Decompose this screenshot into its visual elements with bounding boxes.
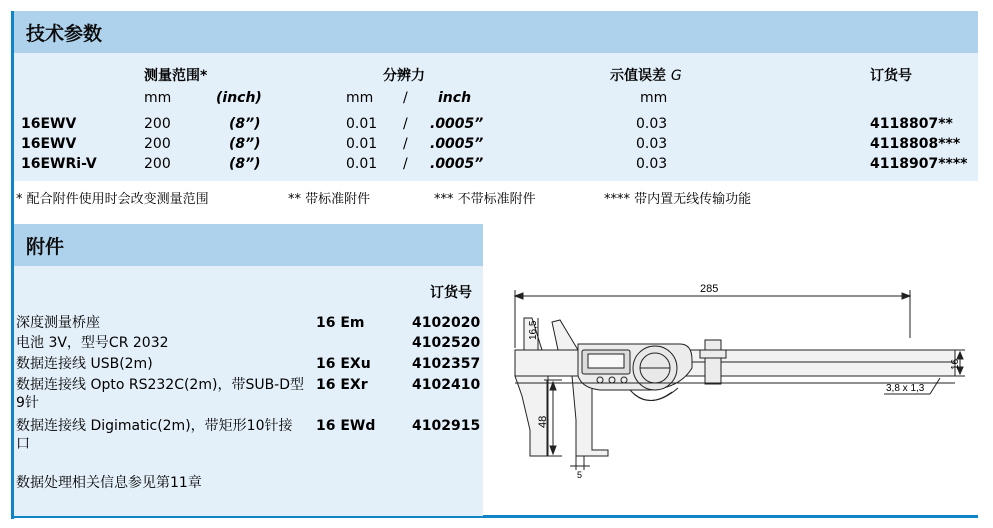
acc-item-name: 深度测量桥座	[16, 315, 100, 331]
row-res-mm: 0.01	[346, 136, 378, 152]
spec-title: 技术参数	[26, 23, 103, 45]
row-order: 4118907****	[870, 156, 968, 172]
acc-footer-note: 数据处理相关信息参见第11章	[16, 475, 202, 491]
dim-depth-label: 48	[537, 415, 549, 428]
acc-item-name: 电池 3V，型号CR 2032	[16, 335, 169, 351]
dim-section-label: 3,8 x 1,3	[886, 383, 925, 394]
col-error-g: G	[670, 68, 682, 84]
row-range: 200	[144, 136, 171, 152]
footnote: * 配合附件使用时会改变测量范围	[16, 192, 209, 207]
row-range: 200	[144, 156, 171, 172]
col-range-header: 测量范围*	[144, 68, 208, 84]
row-model: 16EWV	[21, 116, 77, 132]
col-error-label: 示值误差	[610, 68, 666, 84]
acc-item-order: 4102020	[412, 315, 481, 331]
col-res-mm: mm	[346, 90, 374, 106]
acc-item-order: 4102520	[412, 335, 481, 351]
row-range: 200	[144, 116, 171, 132]
row-res-inch: .0005”	[430, 156, 484, 172]
acc-item-code: 16 EXu	[316, 356, 371, 372]
acc-order-header: 订货号	[430, 285, 472, 301]
row-range-inch: (8”)	[229, 136, 261, 152]
col-range-inch: (inch)	[216, 90, 262, 106]
dim-thickness-label: 16	[950, 358, 961, 370]
acc-item-name: 数据连接线 Opto RS232C(2m)，带SUB-D型9针	[16, 377, 305, 411]
row-error: 0.03	[636, 136, 668, 152]
caliper-drawing	[500, 270, 975, 480]
row-model: 16EWRi-V	[21, 156, 97, 172]
dim-tip-label: 5	[577, 470, 583, 480]
col-error-mm: mm	[640, 90, 668, 106]
acc-item-order: 4102410	[412, 377, 481, 393]
footnote: **** 带内置无线传输功能	[604, 192, 752, 207]
row-sep: /	[403, 136, 408, 152]
footnote: ** 带标准附件	[288, 192, 371, 207]
row-res-mm: 0.01	[346, 156, 378, 172]
acc-item-code: 16 EWd	[316, 418, 376, 434]
row-range-inch: (8”)	[229, 116, 261, 132]
row-res-inch: .0005”	[430, 116, 484, 132]
col-error-header	[610, 68, 682, 85]
acc-item-code: 16 Em	[316, 315, 365, 331]
accessories-title: 附件	[26, 236, 65, 258]
acc-item-code: 16 EXr	[316, 377, 368, 393]
row-order: 4118807**	[870, 116, 953, 132]
acc-item-name: 数据连接线 Digimatic(2m)，带矩形10针接口	[16, 418, 293, 452]
col-range-mm: mm	[144, 90, 172, 106]
col-order-header: 订货号	[870, 68, 912, 84]
col-res-sep: /	[403, 90, 408, 106]
row-model: 16EWV	[21, 136, 77, 152]
row-sep: /	[403, 116, 408, 132]
row-res-inch: .0005”	[430, 136, 484, 152]
row-error: 0.03	[636, 156, 668, 172]
row-sep: /	[403, 156, 408, 172]
acc-item-name: 数据连接线 USB(2m)	[16, 356, 153, 372]
row-res-mm: 0.01	[346, 116, 378, 132]
col-res-inch: inch	[438, 90, 472, 106]
row-error: 0.03	[636, 116, 668, 132]
spec-header	[14, 11, 978, 53]
col-resolution-header: 分辨力	[383, 68, 425, 84]
accessories-header	[14, 224, 483, 266]
dim-length-label: 285	[700, 283, 719, 295]
acc-item-order: 4102357	[412, 356, 481, 372]
dim-jaw-label: 16,5	[528, 320, 539, 340]
footnote: *** 不带标准附件	[434, 192, 536, 207]
acc-item-order: 4102915	[412, 418, 481, 434]
row-range-inch: (8”)	[229, 156, 261, 172]
row-order: 4118808***	[870, 136, 961, 152]
